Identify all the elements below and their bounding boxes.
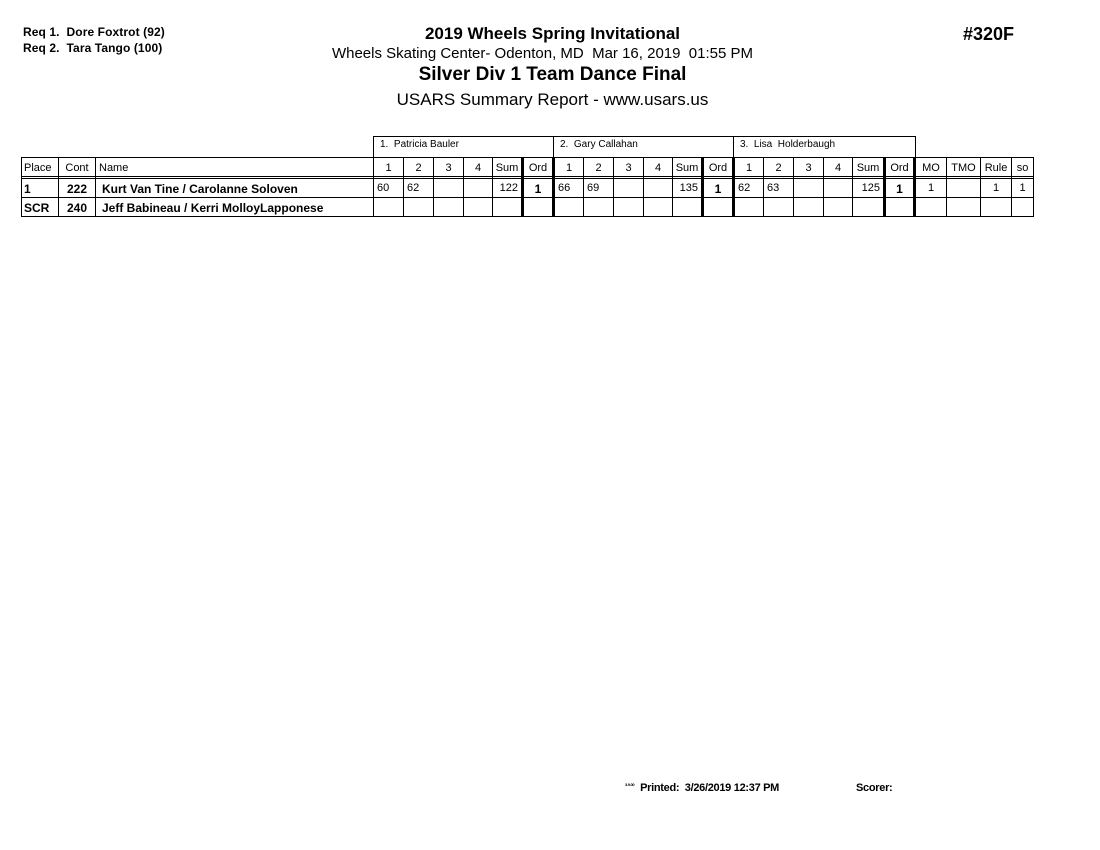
j2-col-sum: Sum	[675, 162, 699, 174]
j2-score-4	[644, 180, 672, 197]
j3-col-dance-2: 2	[775, 162, 782, 174]
j1-score-2: 62	[407, 182, 420, 194]
j1-score-4	[464, 180, 492, 197]
requirement-2-value: Tara Tango (100)	[66, 41, 163, 55]
j1-col-ord: Ord	[528, 162, 548, 174]
judge-1-header	[373, 136, 554, 157]
j1-col-sum: Sum	[495, 162, 519, 174]
col-header-rule: Rule	[984, 162, 1008, 174]
j3-score-1: 62	[738, 182, 751, 194]
col-header-tmo: TMO	[951, 162, 976, 174]
j1-sum: 122	[499, 182, 518, 194]
row-tmo	[947, 180, 980, 197]
j2-score-3	[614, 180, 643, 197]
event-number: #320F	[963, 24, 1015, 44]
j3-col-ord: Ord	[890, 162, 909, 174]
printed-label: Printed:	[640, 782, 680, 794]
j2-score-1: 66	[558, 182, 571, 194]
j1-col-dance-4: 4	[474, 162, 482, 174]
printed-info	[625, 782, 779, 794]
venue-datetime: Wheels Skating Center- Odenton, MD Mar 16, 2019 01:55 PM	[331, 45, 754, 62]
requirement-2-label: Req 2.	[23, 41, 60, 55]
j3-score-4	[824, 180, 852, 197]
j3-col-dance-1: 1	[745, 162, 753, 174]
competition-title: 2019 Wheels Spring Invitational	[424, 24, 681, 43]
j3-col-dance-4: 4	[834, 162, 842, 174]
j2-sum: 135	[679, 182, 698, 194]
row-cont: 222	[66, 182, 88, 196]
col-header-mo: MO	[922, 162, 940, 174]
j3-col-sum: Sum	[856, 162, 880, 174]
j2-col-dance-4: 4	[654, 162, 662, 174]
j1-ord: 1	[534, 182, 542, 196]
row-so: 1	[1019, 182, 1026, 194]
j1-col-dance-1: 1	[385, 162, 392, 174]
judge-1-name: 1. Patricia Bauler	[380, 139, 459, 150]
col-header-so: so	[1016, 162, 1029, 174]
j2-ord: 1	[714, 182, 722, 196]
j1-col-dance-3: 3	[445, 162, 452, 174]
judge-2-name: 2. Gary Callahan	[560, 139, 638, 150]
row-mo: 1	[927, 182, 935, 194]
requirement-1-label: Req 1.	[23, 25, 60, 39]
j3-ord: 1	[896, 182, 903, 196]
j3-sum: 125	[861, 182, 880, 194]
row-place: 1	[24, 182, 31, 196]
scorer-label: Scorer:	[856, 782, 893, 794]
row-cont: 240	[66, 201, 88, 215]
j1-score-1: 60	[377, 182, 390, 194]
col-header-cont: Cont	[65, 162, 89, 174]
j2-col-ord: Ord	[708, 162, 728, 174]
row-name: Kurt Van Tine / Carolanne Soloven	[102, 182, 298, 196]
version-label: 3.9.00	[625, 782, 635, 787]
col-header-name: Name	[99, 162, 129, 174]
j1-score-3	[434, 180, 463, 197]
j2-score-2: 69	[587, 182, 600, 194]
j3-score-3	[794, 180, 823, 197]
report-title: USARS Summary Report - www.usars.us	[396, 90, 709, 109]
row-rule: 1	[992, 182, 1000, 194]
j3-col-dance-3: 3	[805, 162, 812, 174]
judge-3-header	[733, 136, 916, 157]
event-title: Silver Div 1 Team Dance Final	[418, 64, 687, 85]
j2-col-dance-1: 1	[565, 162, 573, 174]
judge-2-header	[553, 136, 734, 157]
printed-value: 3/26/2019 12:37 PM	[684, 782, 780, 794]
row-place: SCR	[24, 201, 50, 215]
j1-col-dance-2: 2	[415, 162, 422, 174]
row-name: Jeff Babineau / Kerri MolloyLapponese	[102, 201, 324, 215]
j2-col-dance-3: 3	[625, 162, 632, 174]
j3-score-2: 63	[767, 182, 780, 194]
requirement-1-value: Dore Foxtrot (92)	[66, 25, 165, 39]
judge-3-name: 3. Lisa Holderbaugh	[740, 139, 836, 150]
j2-col-dance-2: 2	[595, 162, 602, 174]
col-header-place: Place	[24, 162, 52, 174]
